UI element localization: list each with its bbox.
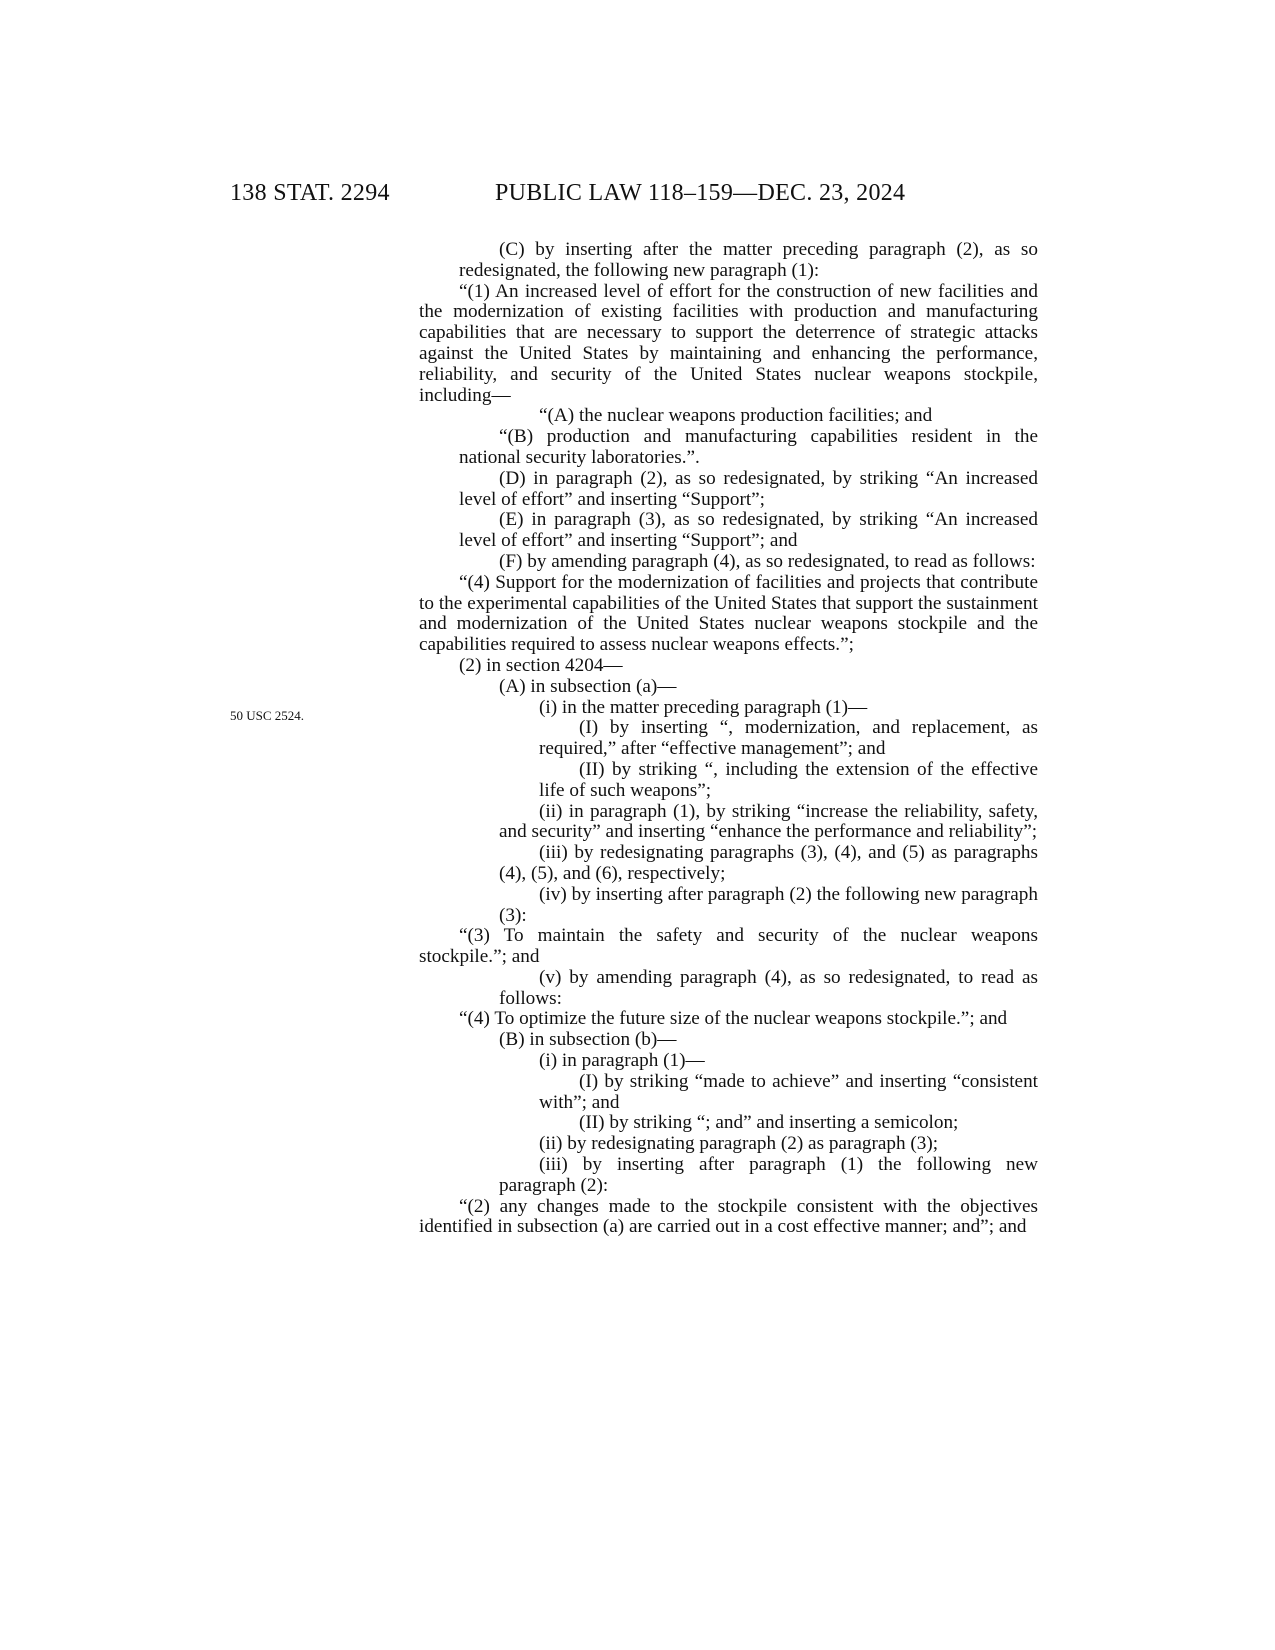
- paragraph: “(B) production and manufacturing capabilities resident in the national security laboratories.”.: [459, 426, 1038, 468]
- paragraph: (iii) by inserting after paragraph (1) the following new paragraph (2):: [499, 1154, 1038, 1196]
- paragraph: (E) in paragraph (3), as so redesignated, by striking “An increased level of effort” and inserting “Support”; and: [459, 509, 1038, 552]
- quoted-paragraph: “(2) any changes made to the stockpile consistent with the objectives identified in subsection (a) are carried out in a cost effective manner; and”; and: [419, 1195, 1038, 1238]
- quoted-paragraph: “(4) Support for the modernization of facilities and projects that contribute to the experimental capabilities of the United States that support the sustainment and modernization of the United States nuclear weapons stockpile and the capabilities required to assess nuclear weapons effects.”;: [419, 571, 1038, 656]
- paragraph: (D) in paragraph (2), as so redesignated, by striking “An increased level of effort” and inserting “Support”;: [459, 467, 1038, 510]
- paragraph: (iv) by inserting after paragraph (2) the following new paragraph (3):: [499, 883, 1038, 926]
- paragraph: (A) in subsection (a)—: [499, 675, 677, 697]
- page-reference: 138 STAT. 2294: [230, 180, 390, 206]
- quoted-paragraph: “(3) To maintain the safety and security of the nuclear weapons stockpile.”; and: [419, 925, 1038, 968]
- page-title: PUBLIC LAW 118–159—DEC. 23, 2024: [495, 180, 906, 206]
- margin-citation: 50 USC 2524.: [230, 708, 305, 723]
- paragraph: (iii) by redesignating paragraphs (3), (4), and (5) as paragraphs (4), (5), and (6), respectively;: [499, 842, 1038, 884]
- paragraph: (B) in subsection (b)—: [499, 1029, 677, 1051]
- paragraph: (C) by inserting after the matter preceding paragraph (2), as so redesignated, the following new paragraph (1):: [459, 239, 1038, 281]
- paragraph: (II) by striking “; and” and inserting a semicolon;: [579, 1112, 959, 1134]
- paragraph: (v) by amending paragraph (4), as so redesignated, to read as follows:: [499, 966, 1038, 1009]
- paragraph: (F) by amending paragraph (4), as so redesignated, to read as follows:: [499, 550, 1036, 572]
- paragraph: (ii) in paragraph (1), by striking “increase the reliability, safety, and security” and inserting “enhance the performance and reliability”;: [499, 800, 1038, 843]
- paragraph: (ii) by redesignating paragraph (2) as paragraph (3);: [539, 1133, 939, 1155]
- document-body: [419, 240, 1038, 1238]
- paragraph: (i) in paragraph (1)—: [539, 1050, 705, 1072]
- paragraph: “(A) the nuclear weapons production facilities; and: [539, 405, 933, 427]
- paragraph: (I) by striking “made to achieve” and inserting “consistent with”; and: [539, 1070, 1038, 1113]
- paragraph: (I) by inserting “, modernization, and replacement, as required,” after “effective management”; and: [539, 717, 1038, 760]
- paragraph: (II) by striking “, including the extension of the effective life of such weapons”;: [539, 758, 1038, 801]
- quoted-paragraph: “(4) To optimize the future size of the nuclear weapons stockpile.”; and: [459, 1008, 1008, 1030]
- quoted-paragraph: “(1) An increased level of effort for the construction of new facilities and the modernization of existing facilities with production and manufacturing capabilities that are necessary to support the deterrence of strategic attacks against the United States by maintaining and enhancing the performance, reliability, and security of the United States nuclear weapons stockpile, including—: [419, 280, 1038, 406]
- paragraph: (2) in section 4204—: [459, 654, 623, 676]
- paragraph: (i) in the matter preceding paragraph (1)—: [539, 696, 868, 718]
